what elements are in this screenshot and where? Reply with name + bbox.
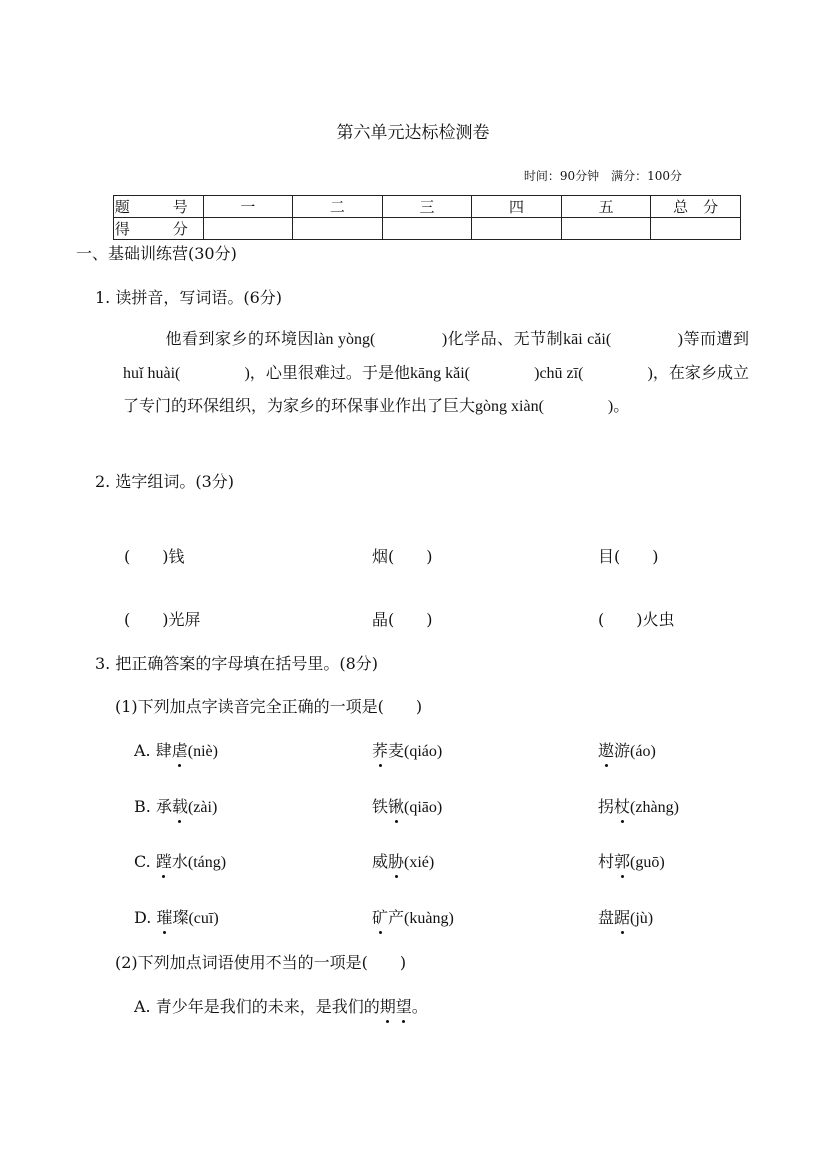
- header-cell: 总 分: [651, 196, 741, 218]
- option-row-a[interactable]: [134, 738, 218, 761]
- option-label: A.: [134, 997, 151, 1016]
- option-text: 青少年是我们的未来，是我们的: [155, 997, 380, 1016]
- option-pinyin: (áo): [630, 743, 656, 760]
- score-cell[interactable]: [293, 218, 383, 240]
- question-1-title: 1. 读拼音，写词语。(6分): [95, 288, 283, 307]
- pinyin-blank[interactable]: chū zī( ): [539, 364, 653, 382]
- passage-text: ，在家乡成立了专门的环保组织，为家乡的环保事业作出了巨大: [123, 362, 749, 415]
- option-label: C.: [134, 852, 151, 871]
- word-blank[interactable]: 晶( ): [372, 610, 433, 629]
- header-cell: 题 号: [114, 196, 204, 218]
- dotted-char: 期: [379, 997, 396, 1016]
- passage-text: 他看到家乡的环境因: [165, 329, 314, 348]
- score-cell[interactable]: [561, 218, 651, 240]
- option-text: 村: [598, 852, 615, 871]
- option-label: A.: [134, 741, 151, 760]
- word-blank[interactable]: ( )光屏: [124, 610, 201, 629]
- passage-text: ，心里很难过。于是他: [249, 362, 410, 382]
- option-text: 拐: [598, 797, 615, 816]
- question-3-sub-2: (2)下列加点词语使用不当的一项是( ): [115, 953, 407, 972]
- dotted-char: 璀: [156, 908, 173, 927]
- pinyin-blank[interactable]: làn yòng( ): [313, 331, 448, 348]
- option-pinyin: (zài): [187, 799, 218, 816]
- option-word: [598, 794, 679, 817]
- option-row-a-sub2[interactable]: [134, 994, 428, 1017]
- pinyin-blank[interactable]: kāng kǎi( ): [410, 364, 540, 382]
- option-pinyin: (niè): [187, 743, 218, 760]
- option-pinyin: (xié): [404, 854, 435, 871]
- option-text: 。: [411, 997, 428, 1016]
- dotted-char: 锹: [388, 797, 405, 816]
- option-word: [598, 738, 656, 761]
- header-cell: 三: [382, 196, 472, 218]
- option-word: [372, 794, 442, 817]
- score-cell[interactable]: [382, 218, 472, 240]
- option-text: 盘: [598, 908, 615, 927]
- option-pinyin: (zhàng): [630, 799, 679, 816]
- option-pinyin: (qiáo): [404, 743, 443, 760]
- passage-text: 。: [613, 396, 630, 415]
- option-pinyin: (jù): [630, 910, 654, 927]
- option-word: [598, 849, 665, 872]
- option-pinyin: (cuī): [188, 910, 219, 927]
- question-3-title: 3. 把正确答案的字母填在括号里。(8分): [95, 654, 379, 673]
- dotted-char: 胁: [388, 852, 405, 871]
- option-word: [598, 905, 653, 928]
- option-text: 产: [388, 908, 405, 927]
- option-text: 铁: [372, 797, 389, 816]
- option-text: 威: [372, 852, 389, 871]
- score-row-label: 得 分: [114, 218, 204, 240]
- option-word: [372, 849, 434, 872]
- pinyin-blank[interactable]: kāi cǎi( ): [563, 331, 683, 348]
- dotted-char: 郭: [614, 852, 631, 871]
- dotted-char: 载: [171, 797, 188, 816]
- option-label: D.: [134, 908, 152, 927]
- header-cell: 二: [293, 196, 383, 218]
- option-text: 肆: [155, 741, 172, 760]
- option-pinyin: (qiāo): [404, 799, 443, 816]
- dotted-char: 矿: [372, 908, 389, 927]
- option-pinyin: (guō): [630, 854, 665, 871]
- option-text: 水: [171, 852, 188, 871]
- option-text: 承: [155, 797, 172, 816]
- dotted-char: 荞: [372, 741, 389, 760]
- option-word: [372, 738, 442, 761]
- score-table-header-row: [114, 196, 741, 218]
- dotted-char: 望: [395, 997, 412, 1016]
- exam-meta: 时间：90分钟 满分：100分: [523, 169, 682, 183]
- word-blank[interactable]: ( )火虫: [598, 610, 675, 629]
- pinyin-blank[interactable]: huǐ huài( ): [123, 364, 250, 382]
- option-text: 游: [614, 741, 631, 760]
- score-cell[interactable]: [651, 218, 741, 240]
- passage-text: 等而遭到: [682, 329, 749, 348]
- option-row-d[interactable]: [134, 905, 219, 928]
- header-cell: 一: [203, 196, 293, 218]
- dotted-char: 遨: [598, 741, 615, 760]
- section-1-heading: 一、基础训练营(30分): [76, 244, 237, 263]
- score-cell[interactable]: [203, 218, 293, 240]
- option-row-b[interactable]: [134, 794, 217, 817]
- dotted-char: 杖: [614, 797, 631, 816]
- word-blank[interactable]: 目( ): [598, 547, 659, 566]
- dotted-char: 踞: [614, 908, 631, 927]
- question-3-sub-1: (1)下列加点字读音完全正确的一项是( ): [115, 697, 423, 716]
- question-1-passage: [123, 323, 749, 424]
- option-text: 璨: [172, 908, 189, 927]
- word-blank[interactable]: 烟( ): [372, 547, 433, 566]
- score-table: [113, 195, 741, 240]
- dotted-char: 虐: [171, 741, 188, 760]
- option-pinyin: (kuàng): [404, 910, 454, 927]
- page-title: 第六单元达标检测卷: [336, 123, 490, 143]
- passage-text: 化学品、无节制: [447, 329, 564, 348]
- option-pinyin: (táng): [187, 854, 227, 871]
- header-cell: 五: [561, 196, 651, 218]
- dotted-char: 蹚: [155, 852, 172, 871]
- score-table-score-row: [114, 218, 741, 240]
- word-blank[interactable]: ( )钱: [124, 547, 185, 566]
- pinyin-blank[interactable]: gòng xiàn( ): [475, 398, 614, 415]
- question-2-title: 2. 选字组词。(3分): [95, 472, 235, 491]
- option-text: 麦: [388, 741, 405, 760]
- option-row-c[interactable]: [134, 849, 226, 872]
- option-label: B.: [134, 797, 151, 816]
- score-cell[interactable]: [472, 218, 562, 240]
- header-cell: 四: [472, 196, 562, 218]
- option-word: [372, 905, 454, 928]
